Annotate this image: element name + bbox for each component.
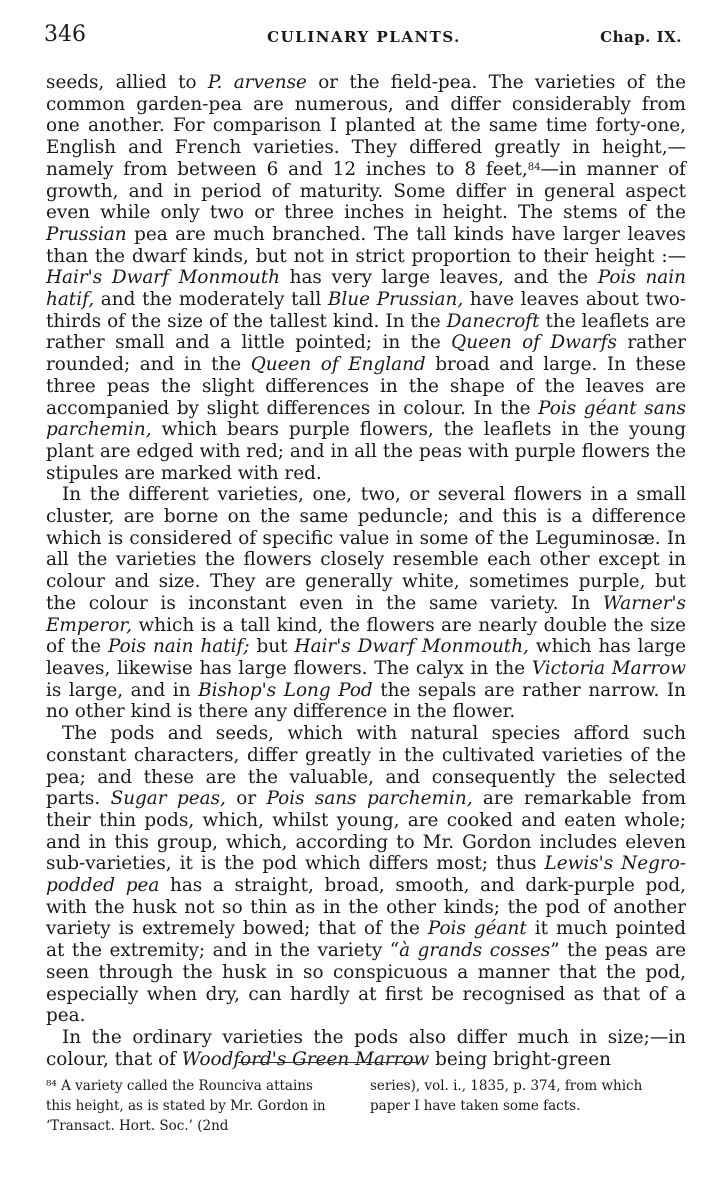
page-header [44, 22, 684, 56]
text-run: In the ordinary varieties the pods also differ much in size;—in colour, that of [46, 1026, 686, 1070]
chapter-label: Chap. IX. [600, 28, 682, 46]
text-run: broad and large. In these three peas the slight differences in the shape of the leaves are accompanied by slight differences in colour. In the [46, 354, 686, 419]
text-run: it much pointed at the extremity; and in the variety “ [46, 918, 687, 962]
paragraph [46, 723, 686, 1027]
italic-text: Pois sans parchemin, [266, 788, 473, 810]
italic-text: P. [207, 72, 223, 93]
footnote-column-right: series), vol. i., 1835, p. 374, from which paper I have taken some facts. [370, 1078, 643, 1114]
italic-text: à grands cosses [399, 940, 551, 962]
text-run: pea are much branched. The tall kinds have larger leaves than the dwarf kinds, but not in strict proportion to their height :— [46, 223, 686, 267]
italic-text: Blue Prussian, [327, 289, 464, 311]
text-run: —in manner of growth, and in period of maturity. Some differ in general aspect even while only two or three inches in height. The stems of the [46, 158, 686, 224]
body-text [46, 72, 686, 1070]
paragraph [46, 72, 686, 484]
italic-text: Queen of Dwarfs [451, 332, 617, 354]
italic-text: Victoria Marrow [531, 657, 686, 679]
page-number: 346 [44, 22, 86, 47]
text-run: which has large leaves, likewise has large flowers. The calyx in the [46, 636, 686, 679]
italic-text: Pois géant [427, 918, 527, 940]
paragraph [46, 1027, 686, 1070]
text-run: which bears purple flowers, the leaflets in the young plant are edged with red; and in all the peas with purple flowers the stipules are marked with red. [46, 419, 686, 484]
italic-text: arvense [233, 72, 307, 93]
text-run: In the different varieties, one, two, or several flowers in a small cluster, are borne on the same peduncle; and this is a difference which is considered of specific value in some of the Leguminosæ. In all the varieties the flowers closely resemble each other except in colour and size. They are generally white, sometimes purple, but the colour is inconstant even in the same variety. In [46, 484, 686, 614]
italic-text: Lewis's Negro-podded pea [46, 853, 686, 897]
text-run: and the moderately tall [94, 289, 328, 311]
italic-text: Pois géant sans parchemin, [46, 397, 686, 441]
text-run: the sepals are rather narrow. In no other kind is there any difference in the flower. [46, 679, 687, 723]
italic-text: Danecroft [446, 310, 540, 332]
text-run: seeds, allied to [46, 72, 208, 93]
paragraph [46, 484, 686, 723]
text-run: have leaves about two-thirds of the size of the tallest kind. In the [46, 289, 686, 332]
italic-text: Pois nain hatif; [107, 636, 250, 658]
italic-text: Warner's Emperor, [46, 592, 686, 636]
italic-text: Bishop's Long Pod [198, 679, 373, 701]
text-run: or [225, 788, 267, 810]
text-run: are remarkable from their thin pods, which, whilst young, are cooked and eaten whole; and in this group, which, according to Mr. Gordon includes eleven sub-varieties, it is the pod which differs most; thus [46, 788, 686, 875]
text-run: has very large leaves, and the [279, 267, 598, 289]
text-run: ” the peas are seen through the husk in so conspicuous a manner that the pod, especially when dry, can hardly at first be recognised as that of a pea. [46, 940, 686, 1027]
italic-text: Hair's Dwarf Monmouth, [294, 636, 529, 658]
italic-text: Hair's Dwarf Monmouth [46, 267, 280, 289]
text-run [222, 72, 233, 93]
text-run: The pods and seeds, which with natural species afford such constant characters, differ greatly in the cultivated varieties of the pea; and these are the valuable, and consequently the selected parts. [46, 723, 686, 810]
text-run: or the field-pea. The varieties of the common garden-pea are numerous, and differ considerably from one another. For comparison I planted at the same time forty-one, English and French varieties. They differed greatly in height,—namely from between 6 and 12 inches to 8 feet, [46, 72, 686, 180]
italic-text: Pois nain hatif, [46, 267, 686, 311]
text-run: being bright-green [429, 1048, 611, 1070]
italic-text: Sugar peas, [110, 788, 226, 810]
text-run: the leaflets are rather small and a little pointed; in the [46, 310, 686, 354]
text-run: rather rounded; and in the [46, 332, 686, 376]
footnote-column-left: ⁸⁴ A variety called the Rounciva attains this height, as is stated by Mr. Gordon in ‘Transact. Hort. Soc.’ (2nd [46, 1078, 326, 1134]
text-run: which is a tall kind, the flowers are nearly double the size of the [46, 614, 686, 658]
text-run: is large, and in [46, 679, 199, 701]
text-run: has a straight, broad, smooth, and dark-purple pod, with the husk not so thin as in the other kinds; the pod of another variety is extremely bowed; that of the [46, 875, 686, 940]
italic-text: Prussian [46, 223, 127, 245]
running-title: CULINARY PLANTS. [267, 28, 461, 46]
footnote-marker: 84 [527, 161, 541, 173]
italic-text: Queen of England [250, 354, 426, 376]
italic-text: Woodford's Green Marrow [181, 1048, 430, 1070]
text-run: but [249, 636, 295, 658]
footnote-rule [238, 1062, 420, 1063]
